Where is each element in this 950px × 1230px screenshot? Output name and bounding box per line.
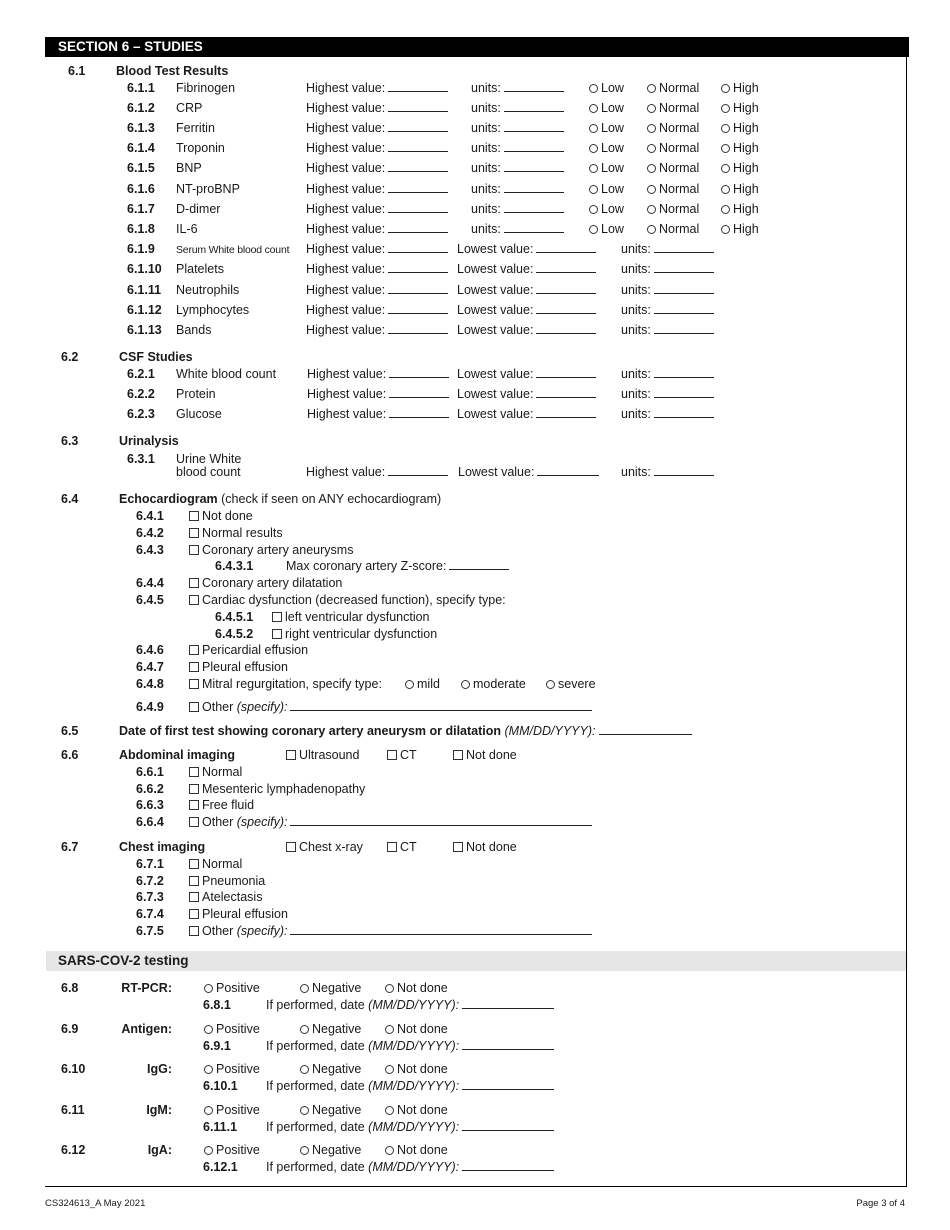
normal-radio[interactable]: Normal [647, 81, 699, 95]
abdominal-item-number: 6.6.2 [136, 782, 164, 796]
highest-value-field[interactable] [388, 202, 448, 213]
units-field[interactable] [504, 121, 564, 132]
echo-other-checkbox[interactable]: Other (specify): [189, 700, 592, 714]
high-radio[interactable]: High [721, 222, 759, 236]
negative-radio[interactable]: Negative [300, 1022, 361, 1036]
echo-item-number: 6.4.1 [136, 509, 164, 523]
blood-test-name: Platelets [176, 262, 224, 277]
units-field[interactable] [654, 387, 714, 398]
blood-test-name: Ferritin [176, 121, 215, 136]
normal-radio[interactable]: Normal [647, 182, 699, 196]
abdominal-free-fluid-checkbox[interactable]: Free fluid [189, 798, 254, 812]
highest-value-field[interactable] [389, 407, 449, 418]
highest-value: Highest value: [307, 407, 449, 421]
units: units: [621, 387, 714, 401]
units: units: [471, 81, 564, 95]
high-radio[interactable]: High [721, 101, 759, 115]
highest-value: Highest value: [306, 101, 448, 115]
blood-test-name: Neutrophils [176, 282, 240, 297]
blood-test-name: Bands [176, 323, 212, 338]
sars-sub-number: 6.11.1 [203, 1119, 238, 1134]
lowest-value: Lowest value: [457, 407, 596, 421]
abdominal-ultrasound-checkbox[interactable]: Ultrasound [286, 748, 359, 762]
blood-test-number: 6.1.1 [127, 81, 155, 95]
highest-value-field[interactable] [388, 182, 448, 193]
high-radio[interactable]: High [721, 182, 759, 196]
chest-other-checkbox[interactable]: Other (specify): [189, 924, 592, 938]
units-field[interactable] [504, 202, 564, 213]
not-done-radio[interactable]: Not done [385, 1062, 448, 1076]
echo-item-number: 6.4.9 [136, 700, 164, 714]
negative-radio[interactable]: Negative [300, 981, 361, 995]
highest-value: Highest value: [306, 262, 448, 276]
echo-item-number: 6.4.5.1 [215, 610, 254, 624]
urinalysis-lowest: Lowest value: [458, 465, 599, 479]
units-field[interactable] [654, 283, 714, 294]
blood-test-number: 6.1.4 [127, 141, 155, 156]
highest-value-field[interactable] [388, 141, 448, 152]
units-field[interactable] [654, 242, 714, 253]
lowest-value: Lowest value: [457, 262, 596, 276]
blood-test-number: 6.1.5 [127, 161, 155, 176]
section-header: SECTION 6 – STUDIES [45, 37, 909, 57]
normal-radio[interactable]: Normal [647, 161, 699, 175]
highest-value-field[interactable] [388, 283, 448, 294]
chest-atelectasis-checkbox[interactable]: Atelectasis [189, 890, 262, 904]
section-6-4-title: Echocardiogram (check if seen on ANY echocardiogram) [119, 492, 442, 506]
sars-test-name: IgM: [146, 1102, 172, 1117]
units: units: [471, 202, 564, 216]
page-number: Page 3 of 4 [856, 1198, 905, 1209]
mitral-moderate-radio[interactable]: moderate [461, 677, 526, 691]
urinalysis-test-name-line2: blood count [176, 465, 241, 479]
chest-item-number: 6.7.5 [136, 924, 164, 938]
low-radio[interactable]: Low [589, 222, 624, 236]
blood-test-number: 6.1.6 [127, 181, 155, 196]
csf-test-number: 6.2.2 [127, 387, 155, 402]
highest-value: Highest value: [306, 303, 448, 317]
echo-aneurysms-checkbox[interactable]: Coronary artery aneurysms [189, 543, 353, 557]
lowest-value: Lowest value: [457, 367, 596, 381]
highest-value: Highest value: [306, 222, 448, 236]
units: units: [621, 407, 714, 421]
sars-cov-2-header: SARS-COV-2 testing [46, 951, 906, 971]
csf-test-name: Glucose [176, 407, 222, 422]
negative-radio[interactable]: Negative [300, 1062, 361, 1076]
lowest-value-field[interactable] [536, 387, 596, 398]
positive-radio[interactable]: Positive [204, 1022, 260, 1036]
blood-test-number: 6.1.13 [127, 323, 162, 338]
lowest-value-field[interactable] [536, 262, 596, 273]
echo-rv-dysfunction-checkbox[interactable]: right ventricular dysfunction [272, 627, 437, 641]
normal-radio[interactable]: Normal [647, 101, 699, 115]
section-6-1-number: 6.1 [68, 64, 86, 78]
section-6-3-number: 6.3 [61, 434, 79, 448]
sars-sub-number: 6.8.1 [203, 998, 231, 1012]
echo-other-field[interactable] [290, 700, 592, 711]
sars-test-name: Antigen: [121, 1021, 172, 1036]
highest-value: Highest value: [306, 202, 448, 216]
section-6-7-title: Chest imaging [119, 840, 206, 854]
units: units: [471, 182, 564, 196]
urinalysis-test-number: 6.3.1 [127, 452, 155, 466]
sars-test-name: IgA: [147, 1143, 172, 1158]
highest-value-field[interactable] [388, 81, 448, 92]
mitral-mild-radio[interactable]: mild [405, 677, 440, 691]
echo-normal-checkbox[interactable]: Normal results [189, 526, 283, 540]
section-6-2-number: 6.2 [61, 350, 79, 364]
lowest-value-field[interactable] [536, 323, 596, 334]
chest-item-number: 6.7.1 [136, 857, 164, 871]
units: units: [471, 141, 564, 155]
blood-test-name: CRP [176, 101, 203, 116]
blood-test-name: BNP [176, 161, 202, 176]
negative-radio[interactable]: Negative [300, 1103, 361, 1117]
units: units: [621, 283, 714, 297]
echo-lv-dysfunction-checkbox[interactable]: left ventricular dysfunction [272, 610, 430, 624]
highest-value: Highest value: [306, 242, 448, 256]
units-field[interactable] [504, 101, 564, 112]
blood-test-name: NT-proBNP [176, 181, 240, 196]
echo-zscore: Max coronary artery Z-score: [286, 559, 509, 573]
urinalysis-units: units: [621, 465, 714, 479]
normal-radio[interactable]: Normal [647, 121, 699, 135]
high-radio[interactable]: High [721, 121, 759, 135]
if-performed-date: If performed, date (MM/DD/YYYY): [266, 1039, 554, 1053]
high-radio[interactable]: High [721, 161, 759, 175]
units: units: [471, 101, 564, 115]
lowest-value-field[interactable] [536, 367, 596, 378]
lowest-value: Lowest value: [457, 303, 596, 317]
section-6-6-number: 6.6 [61, 748, 79, 762]
if-performed-date: If performed, date (MM/DD/YYYY): [266, 998, 554, 1012]
first-aneurysm-date-field[interactable] [599, 724, 692, 735]
highest-value: Highest value: [306, 81, 448, 95]
test-date-field[interactable] [462, 1160, 554, 1171]
highest-value-field[interactable] [388, 303, 448, 314]
abdominal-ct-checkbox[interactable]: CT [387, 748, 417, 762]
echo-item-number: 6.4.4 [136, 576, 164, 590]
highest-value-field[interactable] [388, 101, 448, 112]
sars-test-name: RT-PCR: [121, 981, 172, 995]
units-field[interactable] [654, 407, 714, 418]
section-6-4-number: 6.4 [61, 492, 79, 506]
blood-test-number: 6.1.9 [127, 242, 155, 256]
highest-value: Highest value: [306, 283, 448, 297]
blood-test-name: Troponin [176, 141, 225, 156]
units-field[interactable] [654, 367, 714, 378]
if-performed-date: If performed, date (MM/DD/YYYY): [266, 1079, 554, 1093]
positive-radio[interactable]: Positive [204, 981, 260, 995]
blood-test-name: Serum White blood count [176, 244, 290, 256]
sars-test-number: 6.10 [61, 1062, 86, 1077]
if-performed-date: If performed, date (MM/DD/YYYY): [266, 1120, 554, 1134]
highest-value: Highest value: [306, 141, 448, 155]
negative-radio[interactable]: Negative [300, 1143, 361, 1157]
highest-value-field[interactable] [388, 161, 448, 172]
sars-test-number: 6.8 [61, 981, 79, 995]
highest-value-field[interactable] [388, 121, 448, 132]
highest-value-field[interactable] [388, 242, 448, 253]
urinalysis-units-field[interactable] [654, 465, 714, 476]
normal-radio[interactable]: Normal [647, 222, 699, 236]
units-field[interactable] [504, 141, 564, 152]
blood-test-number: 6.1.3 [127, 121, 155, 136]
csf-test-number: 6.2.1 [127, 367, 155, 381]
blood-test-number: 6.1.10 [127, 262, 162, 277]
units-field[interactable] [504, 222, 564, 233]
form-id: CS324613_A May 2021 [45, 1198, 146, 1209]
echo-dilatation-checkbox[interactable]: Coronary artery dilatation [189, 576, 342, 590]
low-radio[interactable]: Low [589, 81, 624, 95]
not-done-radio[interactable]: Not done [385, 1143, 448, 1157]
highest-value-field[interactable] [389, 387, 449, 398]
blood-test-number: 6.1.2 [127, 101, 155, 116]
units-field[interactable] [504, 182, 564, 193]
chest-ct-checkbox[interactable]: CT [387, 840, 417, 854]
if-performed-date: If performed, date (MM/DD/YYYY): [266, 1160, 554, 1174]
section-6-5-label: Date of first test showing coronary artery aneurysm or dilatation (MM/DD/YYYY): [119, 724, 692, 738]
chest-pneumonia-checkbox[interactable]: Pneumonia [189, 874, 265, 888]
echo-item-number: 6.4.5 [136, 593, 164, 607]
chest-other-field[interactable] [290, 924, 592, 935]
blood-test-number: 6.1.7 [127, 201, 155, 216]
high-radio[interactable]: High [721, 81, 759, 95]
low-radio[interactable]: Low [589, 121, 624, 135]
units-field[interactable] [654, 323, 714, 334]
units: units: [471, 222, 564, 236]
units-field[interactable] [654, 303, 714, 314]
units: units: [471, 121, 564, 135]
blood-test-name: IL-6 [176, 221, 198, 236]
units: units: [471, 161, 564, 175]
blood-test-name: Lymphocytes [176, 302, 250, 317]
echo-item-number: 6.4.2 [136, 526, 164, 540]
chest-xray-checkbox[interactable]: Chest x-ray [286, 840, 363, 854]
highest-value-field[interactable] [388, 222, 448, 233]
highest-value-field[interactable] [388, 262, 448, 273]
positive-radio[interactable]: Positive [204, 1062, 260, 1076]
lowest-value-field[interactable] [536, 303, 596, 314]
units: units: [621, 303, 714, 317]
abdominal-normal-checkbox[interactable]: Normal [189, 765, 242, 779]
chest-item-number: 6.7.3 [136, 890, 164, 904]
units-field[interactable] [654, 262, 714, 273]
urinalysis-highest-field[interactable] [388, 465, 448, 476]
highest-value: Highest value: [306, 161, 448, 175]
units-field[interactable] [504, 81, 564, 92]
blood-test-name: Fibrinogen [176, 81, 236, 95]
sars-test-number: 6.12 [61, 1143, 86, 1158]
chest-item-number: 6.7.2 [136, 874, 164, 888]
chest-pleural-checkbox[interactable]: Pleural effusion [189, 907, 288, 921]
abdominal-item-number: 6.6.3 [136, 798, 164, 812]
abdominal-item-number: 6.6.4 [136, 815, 164, 829]
sars-sub-number: 6.9.1 [203, 1038, 231, 1053]
highest-value-field[interactable] [389, 367, 449, 378]
chest-normal-checkbox[interactable]: Normal [189, 857, 242, 871]
lowest-value: Lowest value: [457, 387, 596, 401]
section-6-7-number: 6.7 [61, 840, 79, 854]
lowest-value: Lowest value: [457, 323, 596, 337]
abdominal-item-number: 6.6.1 [136, 765, 164, 779]
normal-radio[interactable]: Normal [647, 141, 699, 155]
units: units: [621, 262, 714, 276]
low-radio[interactable]: Low [589, 141, 624, 155]
mitral-severe-radio[interactable]: severe [546, 677, 596, 691]
echo-zscore-field[interactable] [449, 559, 509, 570]
highest-value: Highest value: [307, 367, 449, 381]
abdominal-not-done-checkbox[interactable]: Not done [453, 748, 517, 762]
sars-test-number: 6.11 [61, 1102, 85, 1117]
not-done-radio[interactable]: Not done [385, 981, 448, 995]
test-date-field[interactable] [462, 1039, 554, 1050]
echo-pleural-checkbox[interactable]: Pleural effusion [189, 660, 288, 674]
highest-value: Highest value: [306, 182, 448, 196]
low-radio[interactable]: Low [589, 202, 624, 216]
echo-item-number: 6.4.3 [136, 543, 164, 557]
high-radio[interactable]: High [721, 202, 759, 216]
sars-test-number: 6.9 [61, 1021, 79, 1036]
urinalysis-test-name-line1: Urine White [176, 452, 242, 466]
urinalysis-lowest-field[interactable] [537, 465, 599, 476]
highest-value: Highest value: [306, 323, 448, 337]
csf-test-name: White blood count [176, 367, 277, 381]
abdominal-other-checkbox[interactable]: Other (specify): [189, 815, 592, 829]
sars-test-name: IgG: [147, 1062, 172, 1077]
units: units: [621, 242, 714, 256]
sars-sub-number: 6.10.1 [203, 1079, 238, 1094]
echo-item-number: 6.4.5.2 [215, 627, 254, 641]
chest-item-number: 6.7.4 [136, 907, 164, 921]
lowest-value-field[interactable] [536, 407, 596, 418]
blood-test-number: 6.1.12 [127, 302, 162, 317]
abdominal-other-field[interactable] [290, 815, 592, 826]
echo-dysfunction-checkbox[interactable]: Cardiac dysfunction (decreased function), specify type: [189, 593, 506, 607]
blood-test-number: 6.1.11 [127, 282, 162, 297]
low-radio[interactable]: Low [589, 161, 624, 175]
section-6-1-title: Blood Test Results [116, 64, 229, 78]
lowest-value: Lowest value: [457, 242, 596, 256]
section-6-2-title: CSF Studies [119, 350, 193, 364]
echo-pericardial-checkbox[interactable]: Pericardial effusion [189, 643, 308, 657]
abdominal-lymph-checkbox[interactable]: Mesenteric lymphadenopathy [189, 782, 365, 796]
test-date-field[interactable] [462, 1079, 554, 1090]
sars-sub-number: 6.12.1 [203, 1160, 238, 1175]
echo-mitral-checkbox[interactable]: Mitral regurgitation, specify type: [189, 677, 382, 691]
section-6-6-title: Abdominal imaging [119, 748, 235, 762]
highest-value: Highest value: [307, 387, 449, 401]
blood-test-name: D-dimer [176, 201, 221, 216]
section-6-5-number: 6.5 [61, 724, 79, 738]
positive-radio[interactable]: Positive [204, 1103, 260, 1117]
units: units: [621, 323, 714, 337]
highest-value-field[interactable] [388, 323, 448, 334]
urinalysis-highest: Highest value: [306, 465, 448, 479]
section-6-3-title: Urinalysis [119, 434, 179, 448]
chest-not-done-checkbox[interactable]: Not done [453, 840, 517, 854]
highest-value: Highest value: [306, 121, 448, 135]
test-date-field[interactable] [462, 1120, 554, 1131]
csf-test-name: Protein [176, 387, 216, 402]
high-radio[interactable]: High [721, 141, 759, 155]
lowest-value: Lowest value: [457, 283, 596, 297]
csf-test-number: 6.2.3 [127, 407, 155, 422]
lowest-value-field[interactable] [536, 283, 596, 294]
not-done-radio[interactable]: Not done [385, 1103, 448, 1117]
positive-radio[interactable]: Positive [204, 1143, 260, 1157]
units-field[interactable] [504, 161, 564, 172]
echo-not-done-checkbox[interactable]: Not done [189, 509, 253, 523]
echo-item-number: 6.4.3.1 [215, 559, 254, 573]
lowest-value-field[interactable] [536, 242, 596, 253]
echo-item-number: 6.4.7 [136, 660, 164, 674]
low-radio[interactable]: Low [589, 182, 624, 196]
blood-test-number: 6.1.8 [127, 221, 155, 236]
echo-item-number: 6.4.6 [136, 643, 164, 657]
not-done-radio[interactable]: Not done [385, 1022, 448, 1036]
test-date-field[interactable] [462, 998, 554, 1009]
low-radio[interactable]: Low [589, 101, 624, 115]
echo-item-number: 6.4.8 [136, 677, 164, 691]
normal-radio[interactable]: Normal [647, 202, 699, 216]
units: units: [621, 367, 714, 381]
